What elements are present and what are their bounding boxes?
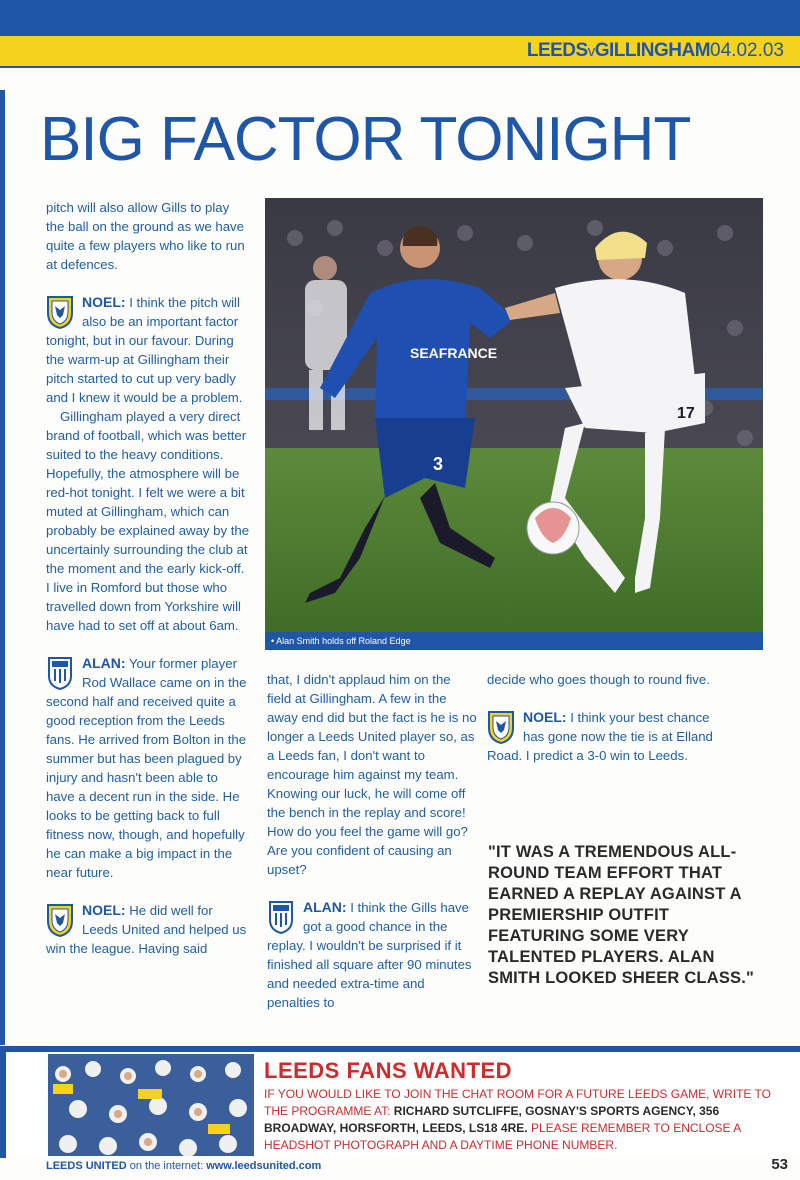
team-home: LEEDS (526, 40, 588, 61)
remark-text: I think your best chance has gone now the tie is at Elland Road. I predict a 3-0 win to Leeds. (487, 710, 713, 763)
football-action-photo (265, 198, 763, 632)
crowd-photo (48, 1054, 254, 1156)
photo-caption: • Alan Smith holds off Roland Edge (265, 632, 763, 650)
fans-crowd-image (48, 1054, 254, 1156)
white-shirt-number: 17 (677, 405, 695, 422)
speaker-label: ALAN: (82, 655, 126, 671)
leeds-crest-icon (46, 903, 74, 937)
alan-remark (267, 898, 477, 1012)
noel-remark (487, 708, 717, 765)
shirt-sponsor: SEAFRANCE (410, 345, 498, 361)
left-stripe (0, 90, 5, 1045)
speaker-label: NOEL: (523, 709, 567, 725)
alan-remark (46, 654, 250, 882)
remark-text: Your former player Rod Wallace came on in the second half and received quite a good reception from the Leeds fans. He arrived from Bolton in the summer but has been plagued by injury and hasn't been able to have a decent run in the side. He looks to be getting back to full fitness now, though, and hopefully he can make a big impact in the near future. (46, 656, 247, 880)
noel-remark (46, 901, 250, 958)
remark-text: I think the Gills have got a good chance in the replay. I wouldn't be surprised if it finished all square after 90 minutes and needed extra-time and penalties to (267, 900, 472, 1010)
remark-text: He did well for Leeds United and helped us win the league. Having said (46, 903, 247, 956)
team-away: GILLINGHAM (594, 40, 711, 61)
footer-internet-label: on the internet: (126, 1160, 207, 1172)
blue-shirt-number: 3 (433, 454, 444, 474)
article-column-3 (487, 670, 717, 765)
page-number: 53 (771, 1156, 788, 1173)
fans-text-part: PLEASE REMEMBER TO ENCLOSE A HEADSHOT PHOTOGRAPH AND A DAYTIME PHONE NUMBER. (264, 1121, 741, 1152)
article-column-1 (46, 198, 250, 958)
fans-text-part: IF YOU WOULD LIKE TO JOIN THE CHAT ROOM FOR A FUTURE LEEDS GAME, WRITE TO THE PROGRAMME AT: (264, 1087, 771, 1118)
paragraph: that, I didn't applaud him on the field at Gillingham. A few in the away end did but the fact is he is no longer a Leeds United player so, as a Leeds fan, I don't want to encourage him against my team. Knowing our luck, he will come off the bench in the replay and score! How do you feel the game will go? Are you confident of causing an upset? (267, 672, 477, 877)
noel-remark (46, 293, 250, 407)
gillingham-crest-icon (46, 656, 74, 690)
match-photo (265, 198, 763, 632)
match-title (527, 40, 784, 62)
match-date: 04.02.03 (710, 40, 784, 61)
paragraph: Gillingham played a very direct brand of football, which was better suited to the heavy conditions. Hopefully, the atmosphere will be red-hot tonight. I felt we were a bit muted at Gillingham, which can probably be explained away by the uncertainly surrounding the club at the moment and the early kick-off. I live in Romford but those who travelled down from Yorkshire will have had to set off at about 6am. (46, 409, 250, 633)
leeds-crest-icon (487, 710, 515, 744)
gillingham-crest-icon (267, 900, 295, 934)
speaker-label: ALAN: (303, 899, 347, 915)
paragraph: decide who goes though to round five. (487, 672, 710, 687)
fans-wanted-title: LEEDS FANS WANTED (264, 1058, 513, 1083)
footer-club: LEEDS UNITED (46, 1160, 127, 1172)
paragraph: pitch will also allow Gills to play the ball on the ground as we have quite a few players who like to run at defences. (46, 200, 245, 272)
pull-quote: "IT WAS A TREMENDOUS ALL-ROUND TEAM EFFORT THAT EARNED A REPLAY AGAINST A PREMIERSHIP OUTFIT FEATURING SOME VERY TALENTED PLAYERS. ALAN SMITH LOOKED SHEER CLASS." (488, 843, 755, 987)
speaker-label: NOEL: (82, 294, 126, 310)
leeds-crest-icon (46, 295, 74, 329)
footer-url[interactable]: www.leedsunited.com (206, 1160, 322, 1172)
versus: v (587, 43, 595, 60)
page-headline: BIG FACTOR TONIGHT (40, 105, 691, 174)
speaker-label: NOEL: (82, 902, 126, 918)
fans-wanted-text (264, 1086, 774, 1154)
footer-website-line (46, 1160, 321, 1172)
fans-address: RICHARD SUTCLIFFE, GOSNAY'S SPORTS AGENCY, 356 BROADWAY, HORSFORTH, LEEDS, LS18 4RE. (264, 1104, 720, 1135)
remark-text: I think the pitch will also be an important factor tonight, but in our favour. During the warm-up at Gillingham their pitch started to cut up very badly and I knew it would be a problem. (46, 295, 243, 405)
article-column-2 (267, 670, 477, 1012)
